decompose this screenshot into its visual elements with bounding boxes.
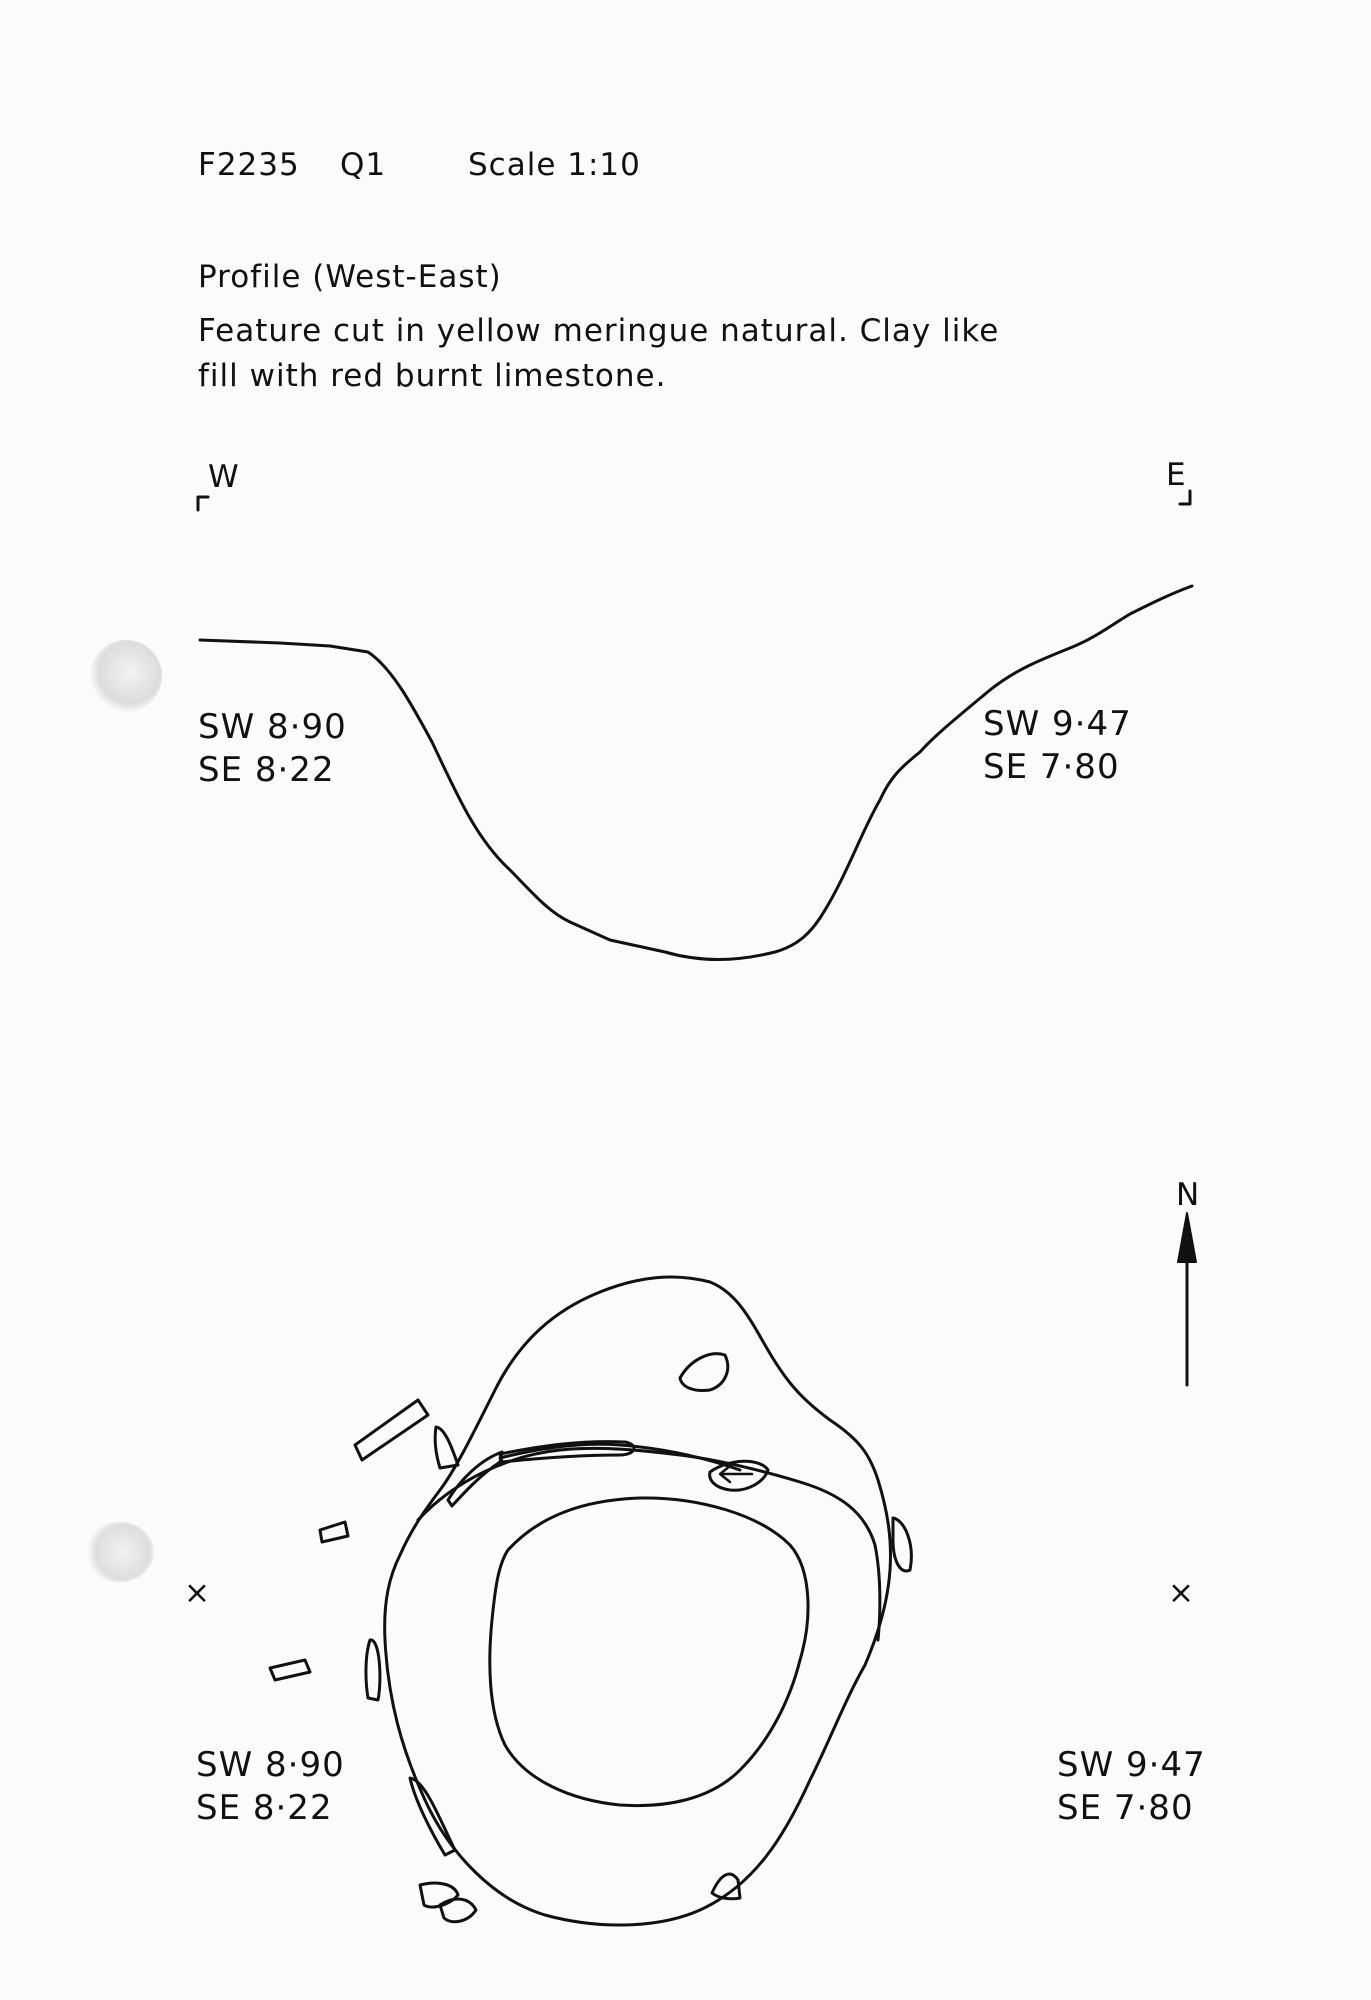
plan-inner-ring	[418, 1448, 880, 1640]
plan-outer-cut	[385, 1277, 891, 1925]
north-label: N	[1176, 1177, 1201, 1213]
stone	[420, 1883, 458, 1907]
feature-id: F2235	[198, 147, 300, 183]
plan-right-sw: SW 9·47	[1057, 1745, 1206, 1785]
stone	[320, 1522, 348, 1542]
west-section-marker	[198, 497, 208, 510]
east-section-marker	[1180, 491, 1190, 504]
east-label: E	[1166, 457, 1187, 493]
stone	[893, 1518, 911, 1571]
profile-left-sw: SW 8·90	[198, 707, 347, 747]
description-line-2: fill with red burnt limestone.	[198, 358, 667, 394]
stone	[680, 1354, 728, 1391]
plan-left-se: SE 8·22	[196, 1787, 333, 1828]
profile-right-sw: SW 9·47	[983, 704, 1132, 744]
stone	[355, 1400, 428, 1460]
plan-right-se: SE 7·80	[1057, 1787, 1194, 1828]
plan-left-sw: SW 8·90	[196, 1745, 345, 1785]
plan-inner-pit	[490, 1498, 808, 1806]
stone	[366, 1640, 380, 1700]
profile-line	[200, 586, 1192, 960]
plan-left-marker: ×	[184, 1575, 211, 1611]
profile-title: Profile (West-East)	[198, 259, 502, 295]
scale-label: Scale 1:10	[468, 147, 641, 183]
profile-left-se: SE 8·22	[198, 749, 335, 790]
stone	[270, 1660, 310, 1680]
quadrant: Q1	[340, 147, 387, 183]
west-label: W	[208, 459, 240, 495]
profile-right-se: SE 7·80	[983, 746, 1120, 787]
description-line-1: Feature cut in yellow meringue natural. Clay like	[198, 313, 1000, 349]
stone	[440, 1899, 476, 1922]
plan-right-marker: ×	[1168, 1575, 1195, 1611]
north-arrow-head	[1178, 1213, 1196, 1262]
stone	[435, 1427, 458, 1468]
